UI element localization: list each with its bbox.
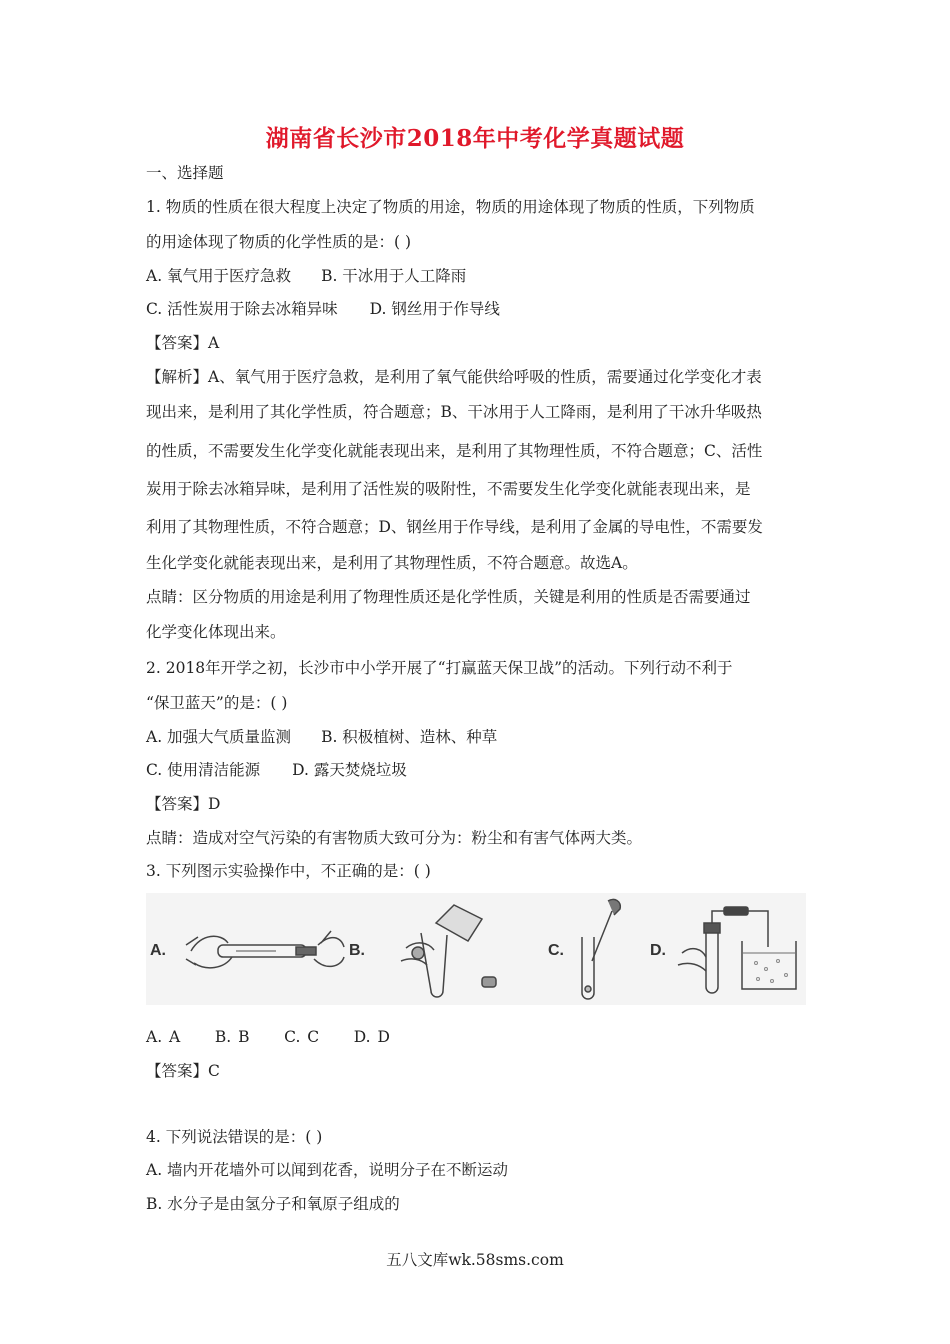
- lab-operations-figure: [146, 893, 806, 1005]
- figure-label-c: C.: [548, 942, 564, 959]
- q2-option-c: C. 使用清洁能源: [146, 761, 261, 779]
- q2-options-row2: [146, 760, 407, 780]
- q1-option-d: D. 钢丝用于作导线: [369, 300, 500, 318]
- q2-note: 点睛：造成对空气污染的有害物质大致可分为：粉尘和有害气体两大类。: [146, 829, 643, 847]
- page-footer: 五八文库wk.58sms.com: [386, 1251, 564, 1269]
- q3-stem: 3. 下列图示实验操作中，不正确的是：( ): [146, 862, 431, 880]
- q1-analysis-line: 现出来，是利用了其化学性质，符合题意；B、干冰用于人工降雨，是利用了干冰升华吸热: [146, 403, 762, 421]
- q1-analysis-line: 的性质，不需要发生化学变化就能表现出来，是利用了其物理性质，不符合题意；C、活性: [146, 442, 763, 460]
- figure-label-b: B.: [349, 942, 365, 959]
- q2-stem-line2: “保卫蓝天”的是：( ): [146, 694, 288, 712]
- q1-answer: 【答案】A: [146, 334, 220, 352]
- q1-stem-line2: 的用途体现了物质的化学性质的是：( ): [146, 233, 412, 251]
- figure-label-d: D.: [650, 942, 666, 959]
- q4-option-a: A. 墙内开花墙外可以闻到花香，说明分子在不断运动: [146, 1161, 509, 1179]
- q1-analysis-line: 【解析】A、氧气用于医疗急救，是利用了氧气能供给呼吸的性质，需要通过化学变化才表: [146, 368, 762, 386]
- page-title: 湖南省长沙市2018年中考化学真题试题: [265, 125, 685, 152]
- q1-option-b: B. 干冰用于人工降雨: [321, 267, 467, 285]
- q4-stem: 4. 下列说法错误的是：( ): [146, 1128, 323, 1146]
- q1-note-line: 点睛：区分物质的用途是利用了物理性质还是化学性质，关键是利用的性质是否需要通过: [146, 588, 751, 606]
- q1-stem-line1: 1. 物质的性质在很大程度上决定了物质的用途，物质的用途体现了物质的性质，下列物质: [146, 198, 755, 216]
- q1-note-line: 化学变化体现出来。: [146, 623, 286, 641]
- q2-option-b: B. 积极植树、造林、种草: [321, 728, 498, 746]
- q4-option-b: B. 水分子是由氢分子和氧原子组成的: [146, 1195, 400, 1213]
- q1-analysis-line: 生化学变化就能表现出来，是利用了其物理性质，不符合题意。故选A。: [146, 554, 638, 572]
- q1-option-a: A. 氧气用于医疗急救: [146, 267, 292, 285]
- q1-analysis-line: 利用了其物理性质，不符合题意；D、钢丝用于作导线，是利用了金属的导电性，不需要发: [146, 518, 763, 536]
- q2-option-a: A. 加强大气质量监测: [146, 728, 292, 746]
- q3-options: A. A B. B C. C D. D: [146, 1028, 390, 1046]
- section-heading: 一、选择题: [146, 164, 224, 182]
- q1-options-row1: [146, 266, 466, 286]
- q3-answer: 【答案】C: [146, 1062, 220, 1080]
- q1-option-c: C. 活性炭用于除去冰箱异味: [146, 300, 338, 318]
- q2-options-row1: [146, 727, 497, 747]
- q1-options-row2: [146, 299, 500, 319]
- q1-analysis-line: 炭用于除去冰箱异味，是利用了活性炭的吸附性，不需要发生化学变化就能表现出来，是: [146, 480, 751, 498]
- figure-label-a: A.: [150, 942, 166, 959]
- q2-option-d: D. 露天焚烧垃圾: [292, 761, 407, 779]
- figure-background: [146, 893, 806, 1005]
- q2-answer: 【答案】D: [146, 795, 221, 813]
- q2-stem-line1: 2. 2018年开学之初，长沙市中小学开展了“打赢蓝天保卫战”的活动。下列行动不利于: [146, 659, 733, 677]
